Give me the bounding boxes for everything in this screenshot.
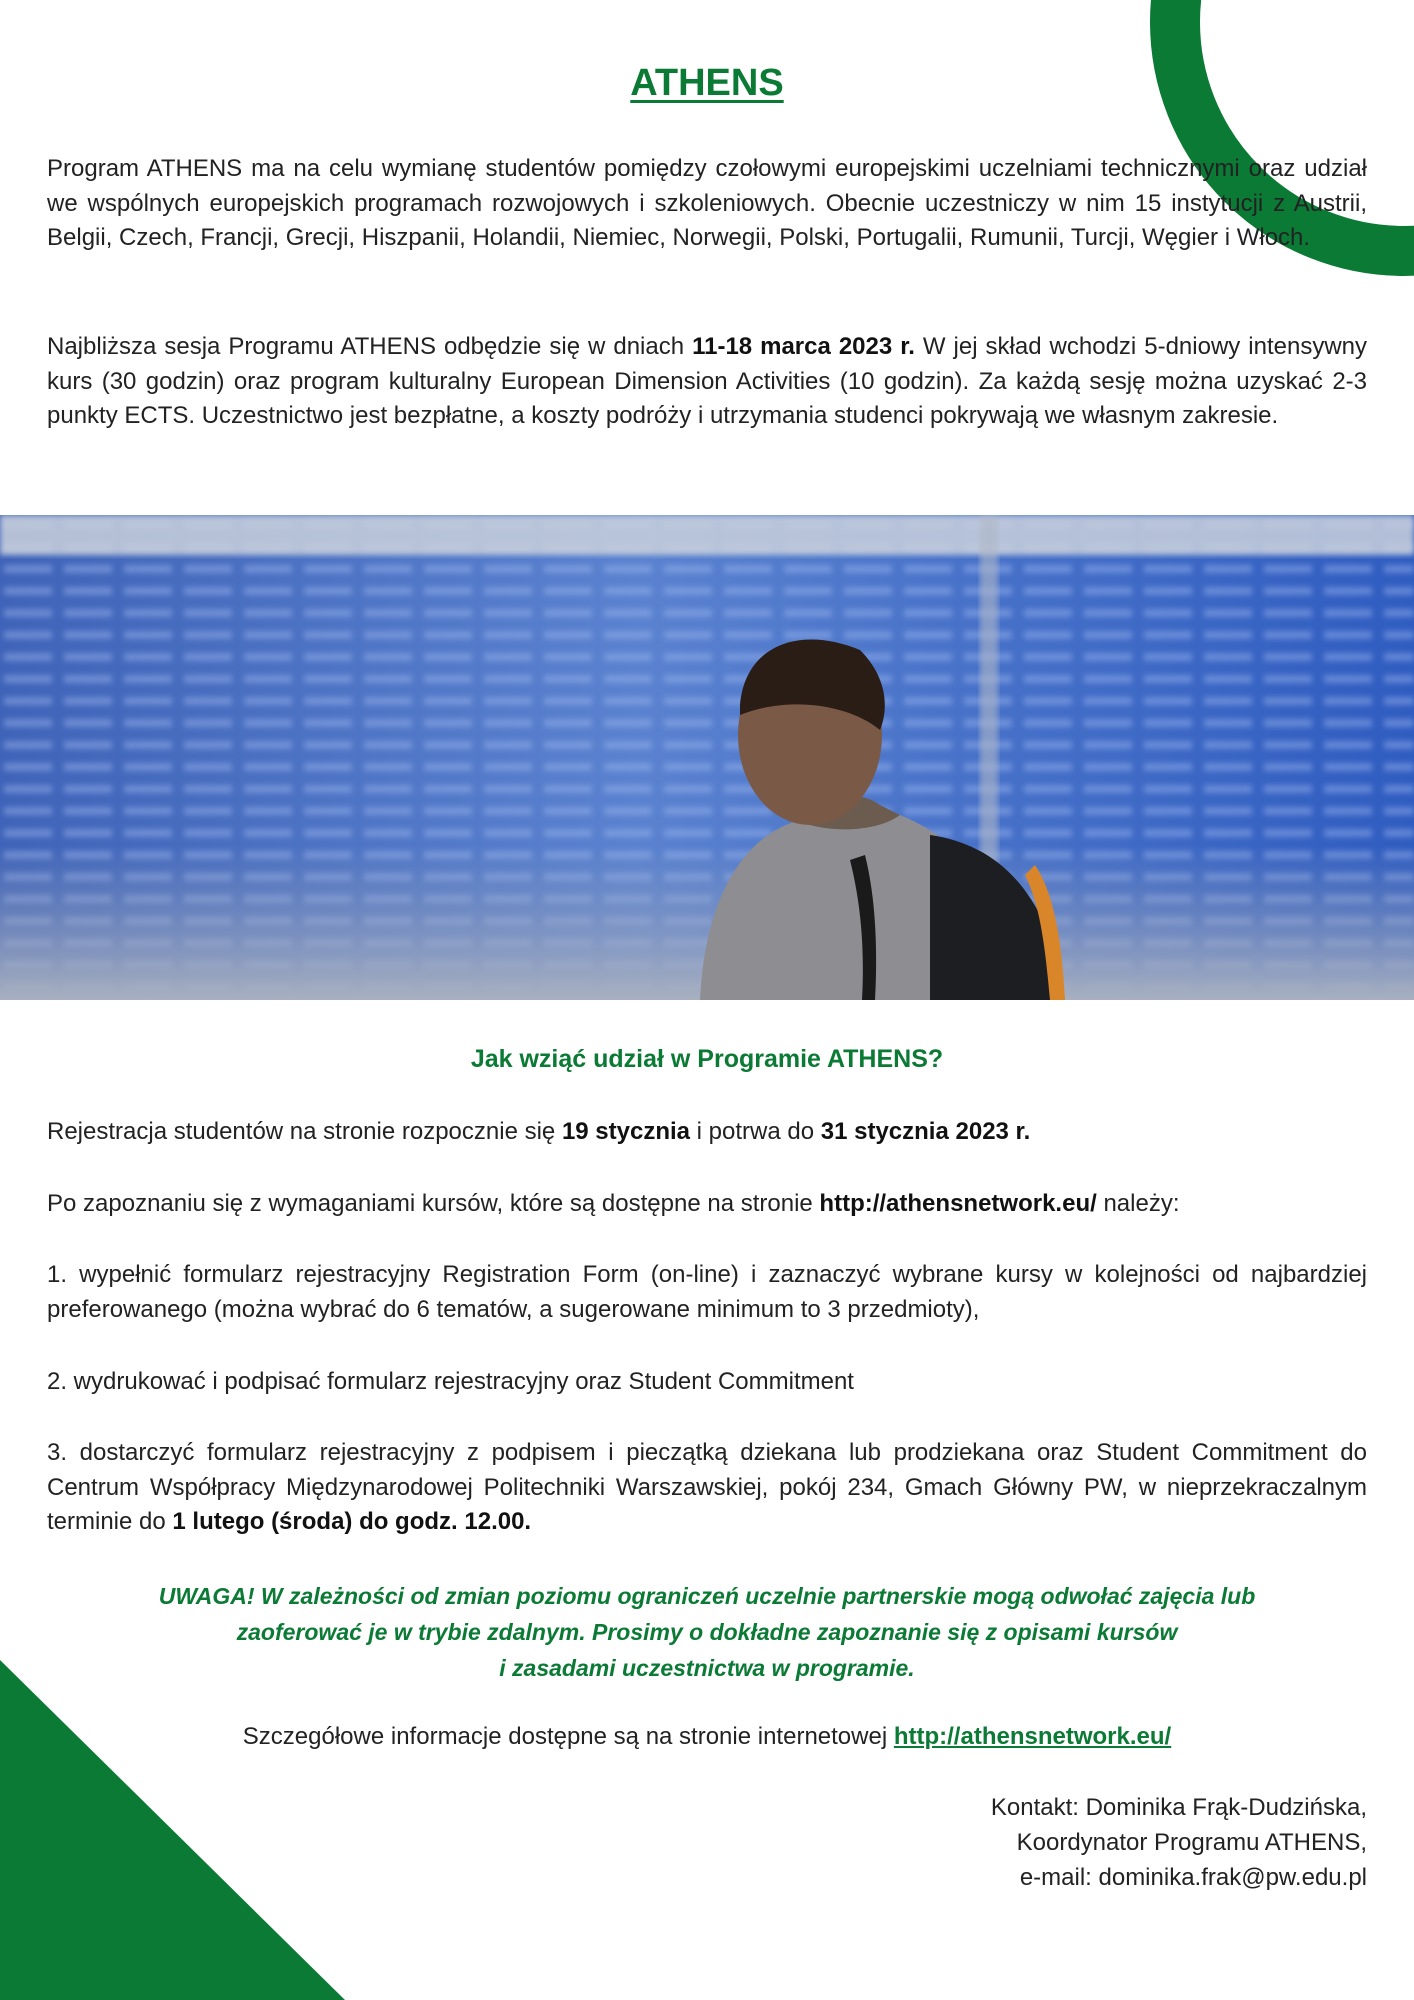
- how-to-heading: Jak wziąć udział w Programie ATHENS?: [470, 1045, 944, 1073]
- contact-block: [767, 1790, 1367, 1895]
- athens-network-link[interactable]: http://athensnetwork.eu/: [893, 1723, 1172, 1750]
- contact-name: Kontakt: Dominika Frąk-Dudzińska,: [990, 1794, 1367, 1821]
- warning-line-3: i zasadami uczestnictwa w programie.: [499, 1655, 915, 1681]
- decorative-triangle-shape: [0, 1660, 345, 2000]
- registration-end-date: 31 stycznia 2023 r.: [820, 1118, 1031, 1145]
- step-3-paragraph: [47, 1436, 1367, 1540]
- step-2-paragraph: 2. wydrukować i podpisać formularz rejestracyjny oraz Student Commitment: [47, 1368, 854, 1395]
- intro-paragraph-2: [47, 330, 1367, 434]
- student-at-departure-board-photo: [0, 515, 1414, 1000]
- details-paragraph: [0, 1723, 1414, 1751]
- intro-paragraph-1: Program ATHENS ma na celu wymianę studentów pomiędzy czołowymi europejskimi uczelniami technicznymi oraz udział we wspólnych europejskich programach rozwojowych i szkoleniowych. Obecnie uczestniczy w nim 15 instytucji z Austrii, Belgii, Czech, Francji, Grecji, Hiszpanii, Holandii, Niemiec, Norwegii, Polski, Portugalii, Rumunii, Turcji, Węgier i Włoch.: [47, 155, 1367, 251]
- contact-email[interactable]: e-mail: dominika.frak@pw.edu.pl: [1019, 1864, 1367, 1891]
- intro-p2-text-before: Najbliższa sesja Programu ATHENS odbędzie się w dniach: [47, 333, 693, 360]
- details-text: Szczegółowe informacje dostępne są na stronie internetowej: [242, 1723, 894, 1750]
- requirements-link[interactable]: http://athensnetwork.eu/: [819, 1190, 1097, 1217]
- requirements-text-before: Po zapoznaniu się z wymaganiami kursów, które są dostępne na stronie: [47, 1190, 820, 1217]
- warning-line-1: UWAGA! W zależności od zmian poziomu ograniczeń uczelnie partnerskie mogą odwołać zajęcia lub: [158, 1583, 1256, 1609]
- submission-deadline: 1 lutego (środa) do godz. 12.00.: [172, 1508, 532, 1535]
- registration-text-mid: i potrwa do: [690, 1118, 821, 1145]
- intro-p2-text-after: W jej skład wchodzi 5-dniowy intensywny kurs (30 godzin) oraz program kulturalny European Dimension Activities (10 godzin). Za każdą sesję można uzyskać 2-3 punkty ECTS. Uczestnictwo jest bezpłatne, a koszty podróży i utrzymania studenci pokrywają we własnym zakresie.: [47, 333, 1368, 429]
- registration-text-before: Rejestracja studentów na stronie rozpocznie się: [47, 1118, 562, 1145]
- step-1-paragraph: 1. wypełnić formularz rejestracyjny Registration Form (on-line) i zaznaczyć wybrane kursy w kolejności od najbardziej preferowanego (można wybrać do 6 tematów, a sugerowane minimum to 3 przedmioty),: [47, 1261, 1367, 1323]
- registration-paragraph: [47, 1115, 1367, 1150]
- page-title: ATHENS: [630, 62, 784, 104]
- step-3-text: 3. dostarczyć formularz rejestracyjny z podpisem i pieczątką dziekana lub prodziekana oraz Student Commitment do Centrum Współpracy Międzynarodowej Politechniki Warszawskiej, pokój 234, Gmach Główny PW, w nieprzekraczalnym terminie do: [47, 1439, 1367, 1535]
- requirements-text-after: należy:: [1096, 1190, 1180, 1217]
- session-dates: 11-18 marca 2023 r.: [692, 333, 915, 360]
- contact-role: Koordynator Programu ATHENS,: [1016, 1829, 1367, 1856]
- warning-notice: [0, 1578, 1414, 1686]
- warning-line-2: zaoferować je w trybie zdalnym. Prosimy o dokładne zapoznanie się z opisami kursów: [236, 1619, 1178, 1645]
- registration-start-date: 19 stycznia: [561, 1118, 691, 1145]
- requirements-paragraph: [47, 1187, 1367, 1222]
